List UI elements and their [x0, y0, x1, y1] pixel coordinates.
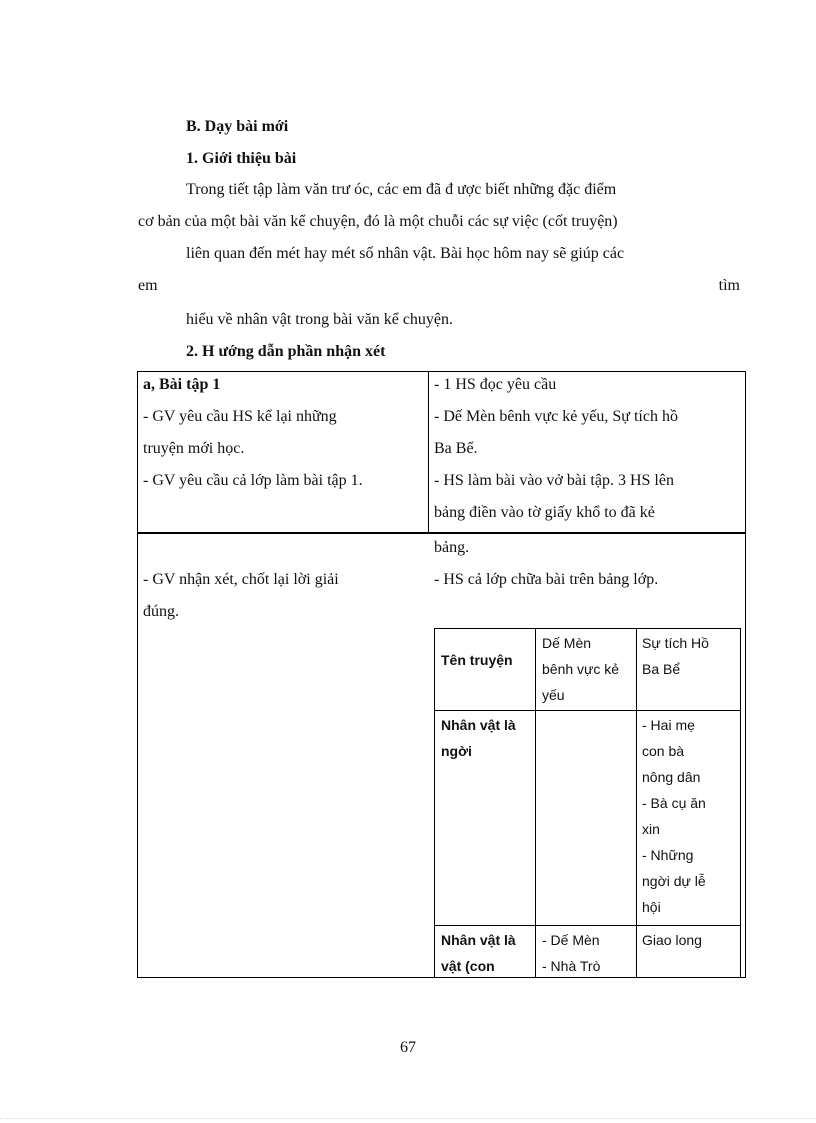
table-border-top [137, 371, 746, 372]
student-step-1: - 1 HS đọc yêu cầu [434, 376, 557, 393]
student-step-2-line-2: Ba Bể. [434, 440, 478, 457]
inner-row-2-story-1-line-2: - Nhà Trò [542, 958, 601, 974]
teacher-step-1-line-1 [143, 407, 423, 427]
teacher-step-3-line-2: đúng. [143, 603, 179, 620]
page-bottom-edge [0, 1118, 816, 1119]
inner-table-row-divider-1 [434, 710, 740, 711]
student-step-3-line-1: - HS làm bài vào vở bài tập. 3 HS lên [434, 472, 674, 489]
section-heading-1: 1. Giới thiệu bài [186, 150, 297, 167]
inner-row-1-story-2-line-7: ngời dự lễ [642, 873, 706, 889]
inner-row-1-story-2-line-6: - Những [642, 847, 694, 863]
inner-header-story-2-line-1: Sự tích Hồ [642, 635, 709, 651]
inner-row-1-story-2-line-3: nông dân [642, 769, 701, 785]
intro-line-1-text: Trong tiết tập làm văn trư óc, các em đã đ ược biết những đặc điểm [186, 181, 617, 198]
inner-row-1-story-2-line-5: xin [642, 821, 660, 837]
inner-row-1-story-2-line-4: - Bà cụ ăn [642, 795, 706, 811]
table-border-right [745, 371, 746, 978]
inner-row-2-story-2-line-1: Giao long [642, 932, 702, 948]
teacher-step-3-text: - GV nhận xét, chốt lại lời giải [143, 571, 339, 588]
table-border-left [137, 371, 138, 978]
inner-table-border-left [434, 628, 435, 978]
section-heading-2: 2. H ướng dẫn phần nhận xét [186, 343, 386, 360]
inner-table-border-bottom [434, 977, 740, 978]
intro-line-2: cơ bản của một bài văn kể chuyện, đó là một chuỗi các sự việc (cốt truyện) [138, 213, 618, 230]
inner-row-1-label-line-1: Nhân vật là [441, 717, 516, 733]
table-column-divider [428, 371, 429, 534]
teacher-step-1-text: - GV yêu cầu HS kể lại những [143, 408, 337, 425]
inner-row-2-label-line-1: Nhân vật là [441, 932, 516, 948]
student-step-2-line-1: - Dế Mèn bênh vực kẻ yếu, Sự tích hồ [434, 408, 678, 425]
inner-row-1-label-line-2: ngời [441, 743, 472, 759]
section-heading-b: B. Dạy bài mới [186, 118, 289, 135]
inner-row-1-story-2-line-8: hội [642, 899, 661, 915]
inner-row-2-label-line-2: vật (con [441, 958, 495, 974]
exercise-title: a, Bài tập 1 [143, 376, 221, 393]
intro-line-3: liên quan đến mét hay mét số nhân vật. Bài học hôm nay sẽ giúp các [186, 245, 625, 262]
inner-row-1-story-2-line-1: - Hai mẹ [642, 717, 695, 733]
intro-line-4-left: em [138, 277, 158, 294]
student-step-3-line-3: bảng. [434, 539, 470, 556]
intro-line-1 [186, 180, 740, 200]
inner-header-story-1-line-2: bênh vực kẻ [542, 661, 620, 677]
table-row-divider [137, 532, 746, 534]
intro-line-4-right: tìm [718, 277, 740, 294]
inner-row-1-story-2-line-2: con bà [642, 743, 685, 759]
inner-header-story-2-line-2: Ba Bể [642, 661, 681, 677]
inner-table-col-divider-2 [636, 628, 637, 978]
page-number: 67 [400, 1039, 416, 1056]
inner-table-border-right [740, 628, 741, 978]
teacher-step-1-line-2: truyện mới học. [143, 440, 245, 457]
student-step-3-line-2: bảng điền vào tờ giấy khổ to đã kẻ [434, 504, 655, 521]
teacher-step-2: - GV yêu cầu cả lớp làm bài tập 1. [143, 472, 363, 489]
inner-header-story-1-line-1: Dế Mèn [542, 635, 592, 651]
intro-line-5: hiểu về nhân vật trong bài văn kể chuyện. [186, 311, 454, 328]
inner-header-story-1-line-3: yếu [542, 687, 565, 703]
intro-line-4 [138, 276, 740, 296]
teacher-step-3-line-1 [143, 570, 423, 590]
inner-table-row-divider-2 [434, 925, 740, 926]
student-step-4: - HS cả lớp chữa bài trên bảng lớp. [434, 571, 659, 588]
inner-table-col-divider-1 [535, 628, 536, 978]
inner-header-label: Tên truyện [441, 652, 513, 668]
inner-table-border-top [434, 628, 740, 629]
inner-row-2-story-1-line-1: - Dế Mèn [542, 932, 600, 948]
